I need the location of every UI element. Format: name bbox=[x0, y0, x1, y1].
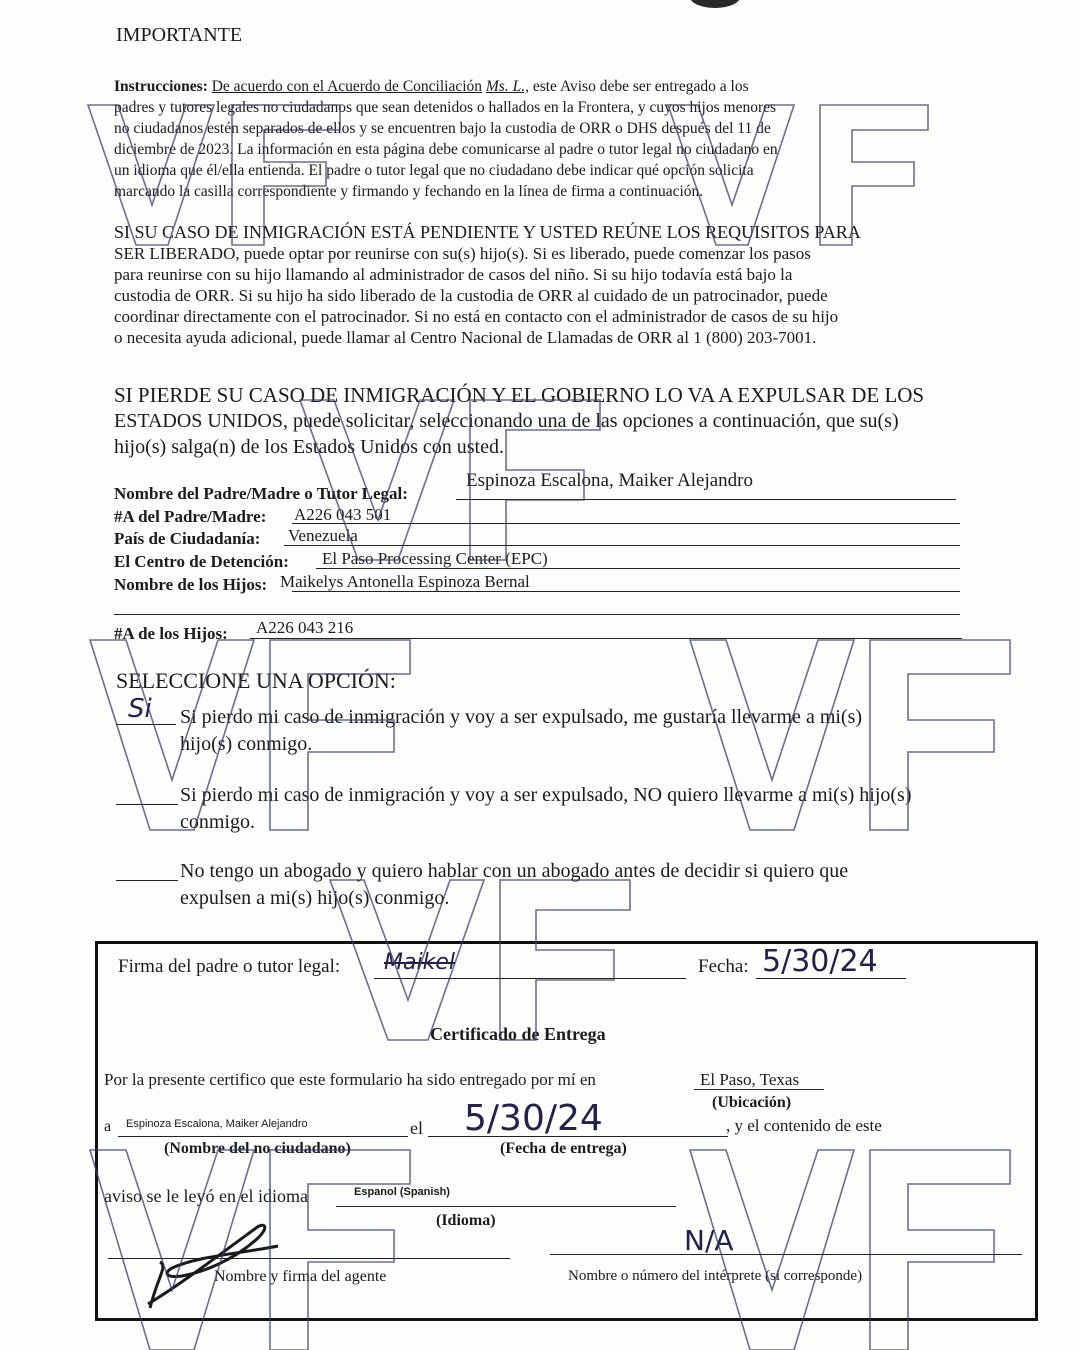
detention-value: El Paso Processing Center (EPC) bbox=[322, 549, 548, 568]
option-3-line-2: expulsen a mi(s) hijo(s) conmigo. bbox=[180, 887, 450, 909]
el-label: el bbox=[410, 1118, 423, 1138]
option-2-line-2: conmigo. bbox=[180, 811, 255, 833]
children-a-value: A226 043 216 bbox=[256, 618, 354, 637]
delivery-caption: (Fecha de entrega) bbox=[500, 1140, 627, 1157]
a-number-line bbox=[292, 523, 960, 524]
recipient-caption: (Nombre del no ciudadano) bbox=[164, 1140, 351, 1157]
removal-line: ESTADOS UNIDOS, puede solicitar, seleccionando una de las opciones a continuación, que su(s) bbox=[114, 410, 899, 432]
option-1-blank[interactable] bbox=[116, 724, 176, 725]
option-2 bbox=[180, 782, 980, 836]
recipient-line bbox=[118, 1136, 408, 1137]
citizenship-value: Venezuela bbox=[288, 526, 358, 545]
children-a-line bbox=[250, 638, 962, 639]
option-1 bbox=[180, 704, 980, 758]
instructions-paragraph bbox=[114, 76, 964, 202]
removal-line: hijo(s) salga(n) de los Estados Unidos con usted. bbox=[114, 436, 504, 458]
language-value: Espanol (Spanish) bbox=[354, 1186, 450, 1198]
release-line: custodia de ORR. Si su hijo ha sido liberado de la custodia de ORR al cuidado de un patrocinador, puede bbox=[114, 286, 828, 305]
location-caption: (Ubicación) bbox=[712, 1094, 792, 1111]
option-1-line-1: Si pierdo mi caso de inmigración y voy a ser expulsado, me gustaría llevarme a mi(s) bbox=[180, 706, 863, 728]
a-number-value: A226 043 501 bbox=[294, 505, 392, 524]
signature-date: 5/30/24 bbox=[762, 944, 878, 979]
language-caption: (Idioma) bbox=[436, 1212, 496, 1229]
instructions-line: marcando la casilla correspondiente y firmando y fechando en la línea de firma a continuación. bbox=[114, 183, 704, 200]
release-line: coordinar directamente con el patrocinador. Si no está en contacto con el administrador de casos de su hijo bbox=[114, 307, 839, 326]
children-label: Nombre de los Hijos: bbox=[114, 575, 268, 594]
release-line: SER LIBERADO, puede optar por reunirse con su(s) hijo(s). Si es liberado, puede comenzar los pasos bbox=[114, 244, 811, 263]
release-section bbox=[114, 222, 964, 348]
interpreter-line bbox=[550, 1254, 1022, 1255]
children-extra-line bbox=[114, 614, 960, 615]
signature-line[interactable] bbox=[374, 978, 686, 979]
citizenship-label: País de Ciudadanía: bbox=[114, 529, 261, 548]
instructions-label: Instrucciones: bbox=[114, 78, 208, 95]
option-1-mark: Si bbox=[128, 694, 152, 724]
language-line bbox=[336, 1206, 676, 1207]
parent-name-label: Nombre del Padre/Madre o Tutor Legal: bbox=[114, 484, 408, 503]
option-3-line-1: No tengo un abogado y quiero hablar con un abogado antes de decidir si quiero que bbox=[180, 860, 849, 882]
agent-signature-scribble bbox=[138, 1216, 298, 1316]
instructions-agreement: De acuerdo con el Acuerdo de Conciliación bbox=[211, 78, 483, 95]
option-1-line-2: hijo(s) conmigo. bbox=[180, 733, 313, 755]
parent-name-value: Espinoza Escalona, Maiker Alejandro bbox=[466, 470, 754, 491]
parent-name-line bbox=[456, 499, 956, 500]
options-heading: SELECCIONE UNA OPCIÓN: bbox=[116, 668, 396, 693]
instructions-line: padres y tutores legales no ciudadanos que sean detenidos o hallados en la Frontera, y cuyos hijos menores bbox=[114, 99, 777, 116]
top-seal-fragment bbox=[690, 0, 740, 8]
delivery-date-value: 5/30/24 bbox=[464, 1098, 603, 1139]
page-heading: IMPORTANTE bbox=[116, 24, 243, 46]
removal-section bbox=[114, 382, 974, 460]
recipient-value: Espinoza Escalona, Maiker Alejandro bbox=[126, 1118, 308, 1130]
removal-line: SI PIERDE SU CASO DE INMIGRACIÓN Y EL GOBIERNO LO VA A EXPULSAR DE LOS bbox=[114, 383, 925, 407]
instructions-line: un idioma que él/ella entienda. El padre o tutor legal que no ciudadano debe indicar qué opción solicita bbox=[114, 162, 754, 179]
signature-label: Firma del padre o tutor legal: bbox=[118, 956, 341, 977]
option-2-blank[interactable] bbox=[116, 804, 178, 805]
instructions-line: diciembre de 2023. La información en esta página debe comunicarse al padre o tutor legal no ciudadano en bbox=[114, 141, 778, 158]
a-number-label: #A del Padre/Madre: bbox=[114, 507, 267, 526]
certificate-line: Por la presente certifico que este formulario ha sido entregado por mí en bbox=[104, 1070, 596, 1089]
release-line: para reunirse con su hijo llamando al administrador de casos del niño. Si su hijo todavía está bajo la bbox=[114, 265, 793, 284]
instructions-line: no ciudadanos estén separados de ellos y se encuentren bajo la custodia de ORR o DHS después del 11 de bbox=[114, 120, 771, 137]
agent-caption: Nombre y firma del agente bbox=[214, 1268, 387, 1285]
certificate-title: Certificado de Entrega bbox=[430, 1024, 606, 1044]
children-value: Maikelys Antonella Espinoza Bernal bbox=[280, 572, 530, 591]
location-value: El Paso, Texas bbox=[700, 1070, 800, 1089]
instructions-case-name: Ms. L., bbox=[485, 78, 529, 95]
a-prefix: a bbox=[104, 1118, 112, 1135]
interpreter-value: N/A bbox=[684, 1224, 734, 1257]
release-line: SI SU CASO DE INMIGRACIÓN ESTÁ PENDIENTE Y USTED REÚNE LOS REQUISITOS PARA bbox=[114, 222, 861, 242]
instructions-first-line-rest: este Aviso debe ser entregado a los bbox=[528, 78, 749, 95]
instructions-line-1 bbox=[114, 76, 964, 97]
option-3-blank[interactable] bbox=[116, 880, 178, 881]
option-2-line-1: Si pierdo mi caso de inmigración y voy a ser expulsado, NO quiero llevarme a mi(s) hijo(s) bbox=[180, 784, 912, 806]
release-line: o necesita ayuda adicional, puede llamar al Centro Nacional de Llamadas de ORR al 1 (800) 203-7001. bbox=[114, 328, 817, 347]
read-text: aviso se le leyó en el idioma bbox=[104, 1186, 308, 1206]
children-a-label: #A de los Hijos: bbox=[114, 624, 228, 643]
option-3 bbox=[180, 858, 980, 912]
interpreter-caption: Nombre o número del intérprete (si corresponde) bbox=[568, 1268, 863, 1284]
parent-signature: Maikel bbox=[384, 950, 455, 975]
date-label: Fecha: bbox=[698, 956, 749, 977]
contents-text: , y el contenido de este bbox=[726, 1116, 882, 1135]
detention-label: El Centro de Detención: bbox=[114, 552, 289, 571]
citizenship-line bbox=[284, 545, 960, 546]
